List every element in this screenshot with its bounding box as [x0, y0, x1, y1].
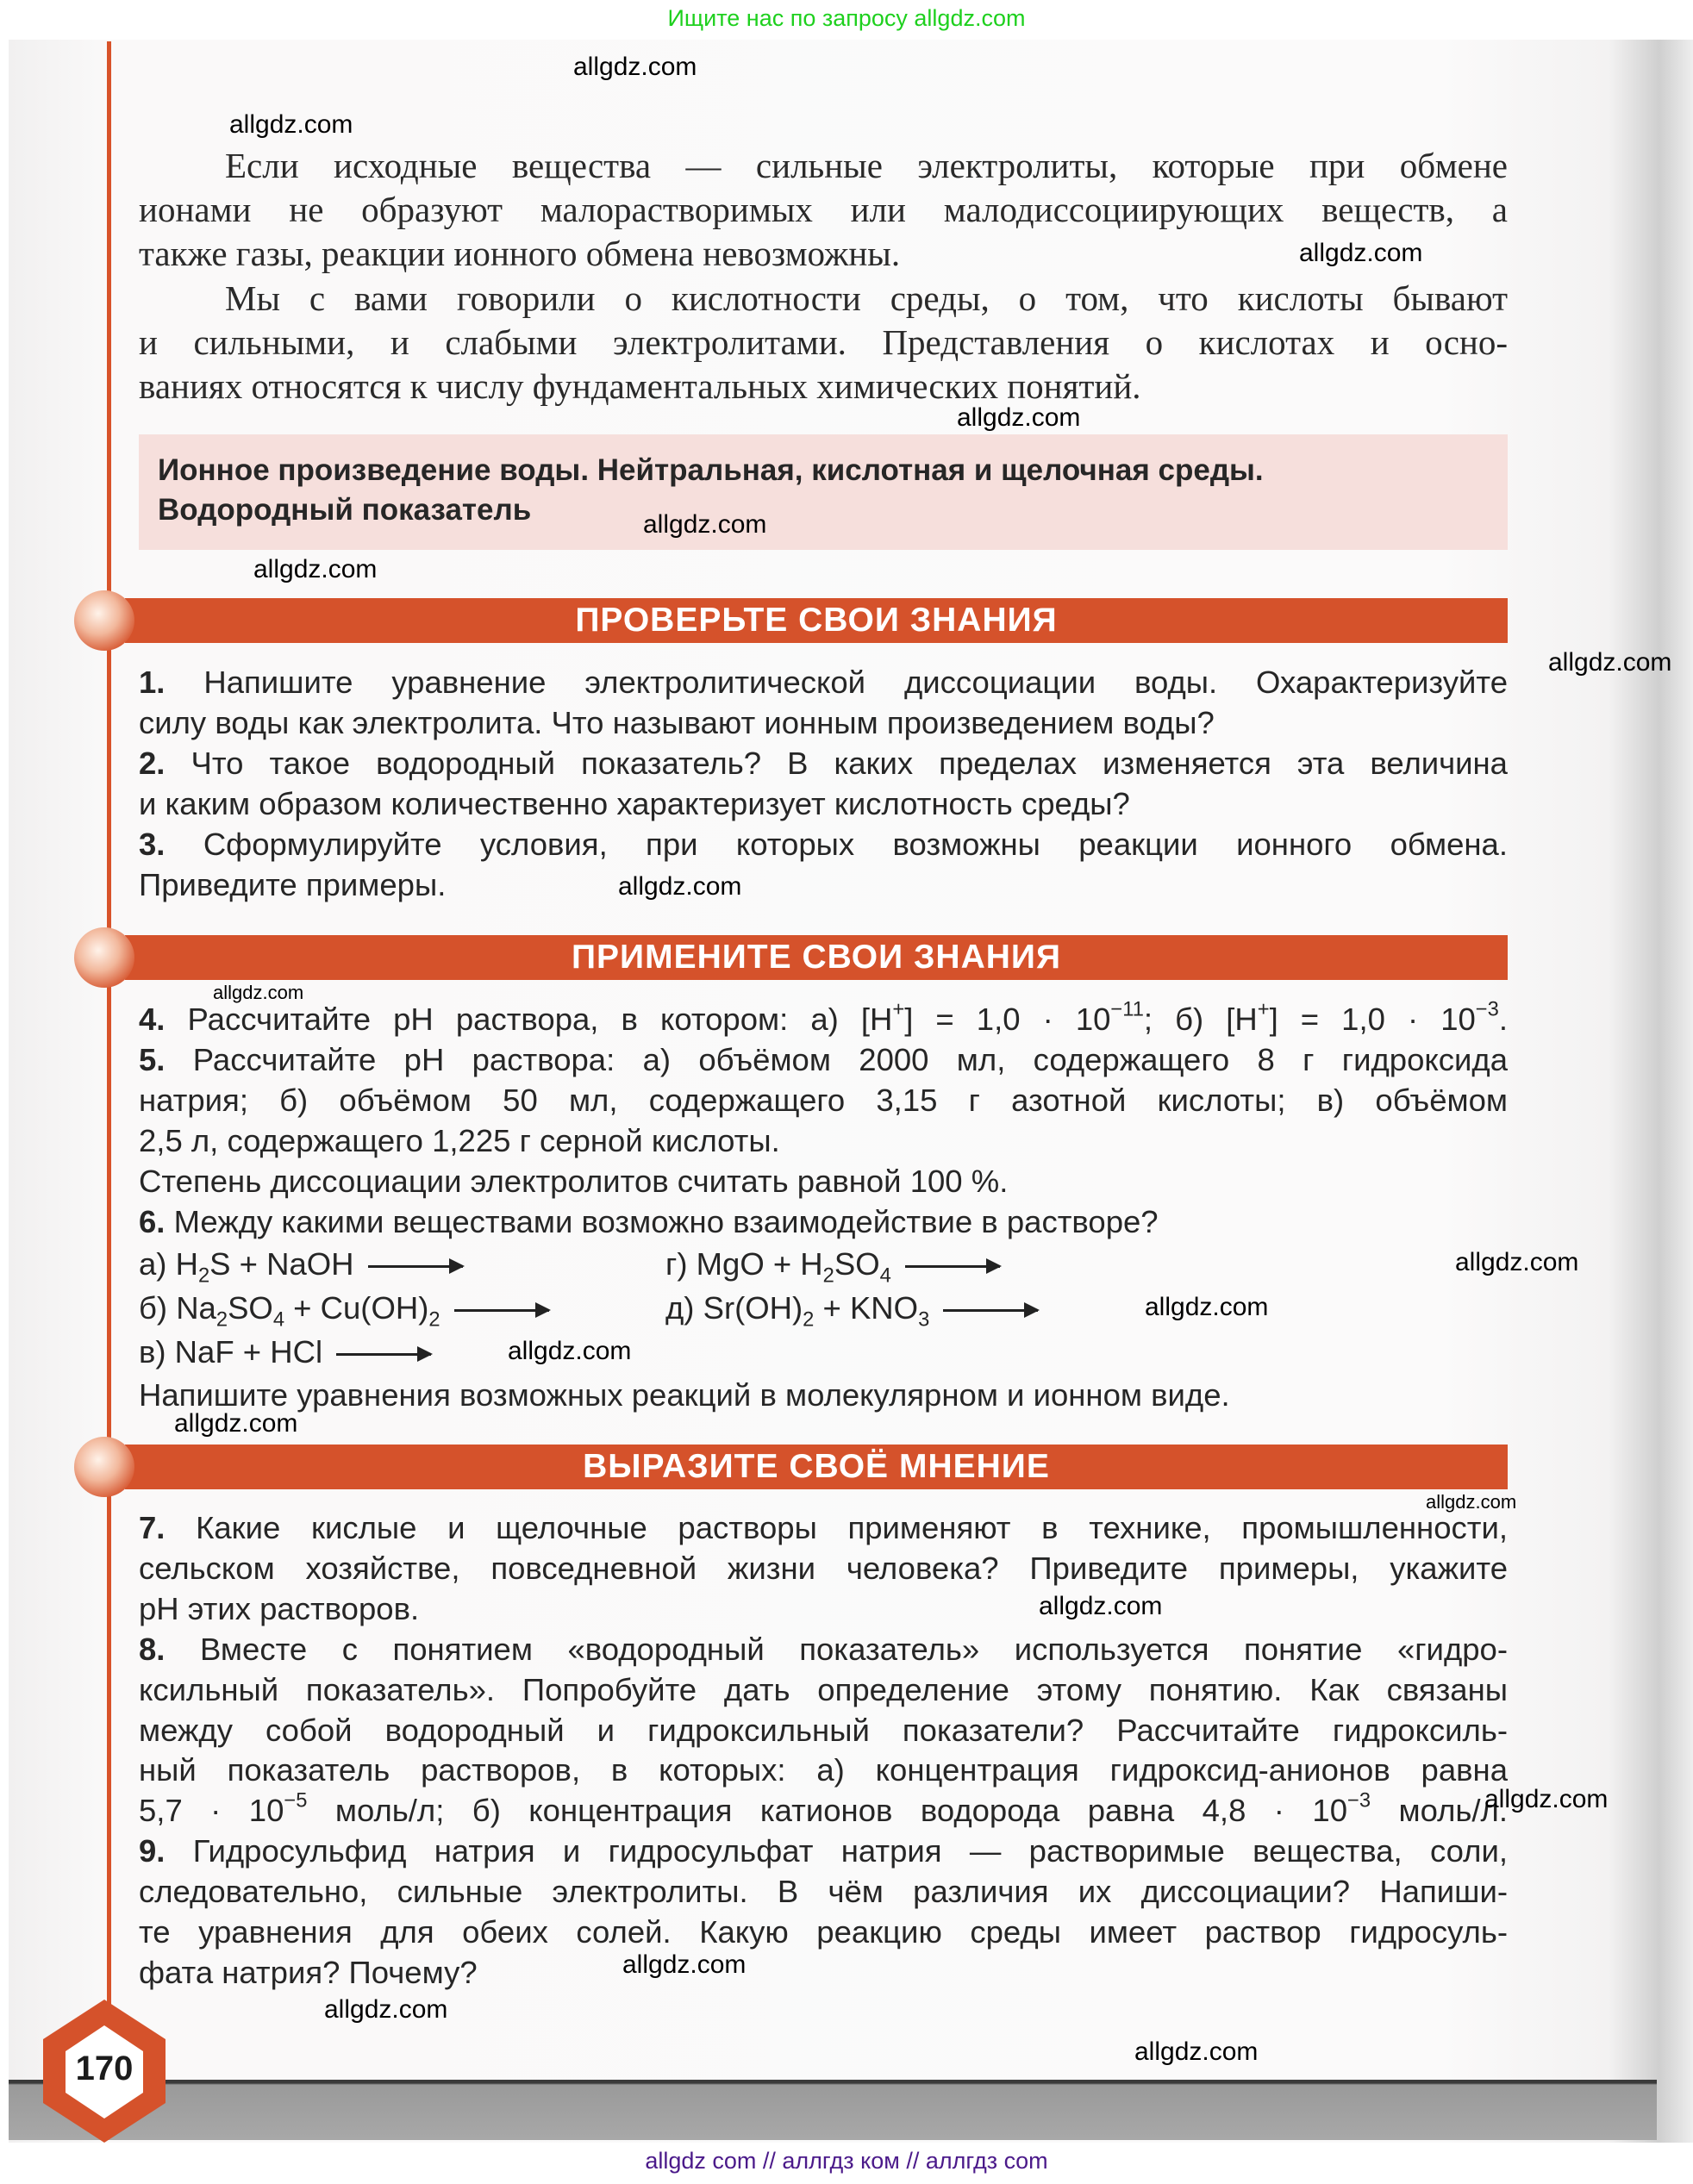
watermark: allgdz.com — [1484, 1785, 1609, 1813]
reaction-row — [139, 1330, 1508, 1374]
text-segment: б) Na — [139, 1290, 216, 1326]
text-line: pH этих растворов. — [139, 1590, 420, 1626]
footer-links[interactable]: allgdz com // аллгдз ком // аллгдз com — [645, 2148, 1048, 2174]
apply-questions — [139, 999, 1508, 1416]
arrow-right-icon — [454, 1309, 549, 1312]
text-segment: SO — [834, 1246, 880, 1282]
text-line: натрия; б) объёмом 50 мл, содержащего 3,15 г азотной кислоты; в) объёмом — [139, 1083, 1508, 1118]
watermark: allgdz.com — [1145, 1293, 1269, 1321]
watermark: allgdz.com — [622, 1950, 747, 1979]
watermark: allgdz.com — [573, 53, 697, 81]
page-bottom-band — [9, 2080, 1657, 2140]
watermark: allgdz.com — [1134, 2037, 1259, 2066]
top-banner[interactable]: Ищите нас по запросу allgdz.com — [0, 0, 1693, 40]
text-line: и каким образом количественно характеризует кислотность среды? — [139, 786, 1130, 821]
superscript: −5 — [284, 1789, 308, 1813]
text-line: фата натрия? Почему? — [139, 1954, 478, 1990]
text-segment: г) MgO + H — [665, 1246, 823, 1282]
text-segment: S + NaOH — [209, 1246, 354, 1282]
text-segment: + KNO — [814, 1290, 919, 1326]
watermark: allgdz.com — [1548, 648, 1672, 677]
text-line: и сильными, и слабыми электролитами. Представления о кислотах и осно- — [139, 322, 1508, 362]
summary-line: Ионное произведение воды. Нейтральная, кислотная и щелочная среды. — [158, 453, 1264, 487]
section-header-opinion: ВЫРАЗИТЕ СВОЁ МНЕНИЕ — [125, 1445, 1508, 1489]
subscript: 2 — [428, 1308, 440, 1332]
text-segment: в) NaF + HCl — [139, 1334, 323, 1370]
subscript: 2 — [197, 1264, 210, 1288]
question-text: Вместе с понятием «водородный показатель» используется понятие «гидро- — [199, 1631, 1508, 1667]
watermark: allgdz.com — [957, 403, 1081, 432]
superscript: −3 — [1347, 1789, 1371, 1813]
superscript: −11 — [1110, 998, 1144, 1021]
question-5 — [139, 1039, 1508, 1080]
reaction-equation — [665, 1286, 1038, 1330]
text-segment: SO — [228, 1290, 273, 1326]
watermark: allgdz.com — [1455, 1248, 1579, 1276]
question-4 — [139, 999, 1508, 1039]
question-text: Между какими веществами возможно взаимодействие в растворе? — [173, 1204, 1159, 1239]
superscript: + — [892, 998, 905, 1021]
check-questions — [139, 662, 1508, 905]
text-line: Приведите примеры. — [139, 867, 447, 902]
watermark: allgdz.com — [324, 1995, 448, 2024]
text-segment: 5,7 · 10 — [139, 1793, 284, 1829]
watermark: allgdz.com — [1299, 239, 1423, 267]
question-text: Гидросульфид натрия и гидросульфат натрия — растворимые вещества, соли, — [192, 1833, 1508, 1869]
summary-line: Водородный показатель — [158, 493, 532, 527]
arrow-right-icon — [905, 1265, 1000, 1268]
section-header-apply: ПРИМЕНИТЕ СВОИ ЗНАНИЯ — [125, 935, 1508, 980]
question-3 — [139, 824, 1508, 864]
question-number: 8. — [139, 1631, 166, 1667]
reactions — [139, 1242, 1508, 1374]
question-number: 1. — [139, 665, 166, 700]
question-number: 3. — [139, 827, 166, 862]
question-number: 5. — [139, 1042, 166, 1077]
subscript: 3 — [918, 1308, 930, 1332]
text-segment: Рассчитайте pH раствора, в котором: а) [H — [187, 1002, 893, 1037]
margin-rule — [107, 41, 111, 2015]
arrow-right-icon — [368, 1265, 463, 1268]
text-line: Если исходные вещества — сильные электролиты, которые при обмене — [225, 146, 1508, 185]
text-line — [139, 1791, 1508, 1831]
question-2 — [139, 743, 1508, 783]
text-segment: ] = 1,0 · 10 — [1269, 1002, 1476, 1037]
reaction-equation — [665, 1242, 1000, 1286]
arrow-right-icon — [943, 1309, 1038, 1312]
question-text: Сформулируйте условия, при которых возможны реакции ионного обмена. — [203, 827, 1508, 862]
watermark: allgdz.com — [618, 872, 742, 901]
text-line: Степень диссоциации электролитов считать равной 100 %. — [139, 1164, 1009, 1199]
reaction-row — [139, 1242, 1508, 1286]
question-number: 7. — [139, 1510, 166, 1545]
question-number: 6. — [139, 1204, 166, 1239]
text-segment: д) Sr(OH) — [665, 1290, 803, 1326]
text-segment: . — [1498, 1002, 1508, 1037]
question-number: 2. — [139, 746, 166, 781]
text-segment: моль/л. — [1371, 1793, 1508, 1829]
question-text: Рассчитайте pH раствора: а) объёмом 2000 мл, содержащего 8 г гидроксида — [192, 1042, 1508, 1077]
text-line: ксильный показатель». Попробуйте дать определение этому понятию. Как связаны — [139, 1671, 1508, 1707]
text-line: сельском хозяйстве, повседневной жизни человека? Приведите примеры, укажите — [139, 1550, 1508, 1586]
bullet-ball-icon — [74, 1437, 134, 1497]
subscript: 4 — [879, 1264, 891, 1288]
text-line: ный показатель растворов, в которых: а) концентрация гидроксид-анионов равна — [139, 1752, 1508, 1788]
watermark: allgdz.com — [643, 510, 767, 539]
subscript: 2 — [216, 1308, 228, 1332]
watermark: allgdz.com — [174, 1409, 298, 1438]
text-line: следовательно, сильные электролиты. В чём различия их диссоциации? Напиши- — [139, 1874, 1508, 1910]
text-line: ваниях относятся к числу фундаментальных химических понятий. — [139, 366, 1141, 406]
superscript: −3 — [1475, 998, 1499, 1021]
reaction-row — [139, 1286, 1508, 1330]
text-segment: моль/л; б) концентрация катионов водорода равна 4,8 · 10 — [307, 1793, 1348, 1829]
superscript: + — [1257, 998, 1270, 1021]
text-segment: + Cu(OH) — [284, 1290, 429, 1326]
watermark: allgdz.com — [229, 110, 353, 139]
subscript: 2 — [822, 1264, 834, 1288]
question-text — [187, 998, 1508, 1037]
question-9 — [139, 1831, 1508, 1872]
question-number: 4. — [139, 1002, 166, 1037]
text-line: Мы с вами говорили о кислотности среды, о том, что кислоты бывают — [225, 278, 1508, 318]
reaction-equation — [139, 1242, 665, 1286]
summary-box — [139, 434, 1508, 550]
watermark: allgdz.com — [508, 1337, 632, 1365]
question-6 — [139, 1201, 1508, 1242]
text-segment: ] = 1,0 · 10 — [904, 1002, 1111, 1037]
text-line: также газы, реакции ионного обмена невозможны. — [139, 234, 901, 273]
bullet-ball-icon — [74, 927, 134, 988]
question-text: Что такое водородный показатель? В каких пределах изменяется эта величина — [191, 746, 1508, 781]
question-1 — [139, 662, 1508, 702]
watermark: allgdz.com — [1039, 1592, 1163, 1620]
subscript: 2 — [803, 1308, 815, 1332]
subscript: 4 — [272, 1308, 285, 1332]
watermark: allgdz.com — [213, 982, 304, 1003]
section-header-check: ПРОВЕРЬТЕ СВОИ ЗНАНИЯ — [125, 598, 1508, 643]
arrow-right-icon — [336, 1353, 431, 1356]
text-line: Напишите уравнения возможных реакций в молекулярном и ионном виде. — [139, 1377, 1230, 1413]
opinion-questions — [139, 1508, 1508, 1994]
text-line: между собой водородный и гидроксильный показатели? Рассчитайте гидроксиль- — [139, 1712, 1508, 1748]
text-segment: ; б) [H — [1143, 1002, 1258, 1037]
text-segment: а) H — [139, 1246, 198, 1282]
question-text: Какие кислые и щелочные растворы применяют в технике, промышленности, — [196, 1510, 1508, 1545]
watermark: allgdz.com — [253, 555, 378, 583]
text-line: ионами не образуют малорастворимых или малодиссоциирующих веществ, а — [139, 190, 1508, 229]
text-line: те уравнения для обеих солей. Какую реакцию среды имеет раствор гидросуль- — [139, 1914, 1508, 1950]
text-line: силу воды как электролита. Что называют ионным произведением воды? — [139, 705, 1215, 740]
question-8 — [139, 1630, 1508, 1670]
question-7 — [139, 1508, 1508, 1549]
intro-paragraph-2 — [139, 277, 1508, 409]
bullet-ball-icon — [74, 590, 134, 651]
page-number: 170 — [75, 2050, 134, 2087]
question-number: 9. — [139, 1833, 166, 1869]
question-text: Напишите уравнение электролитической диссоциации воды. Охарактеризуйте — [203, 665, 1508, 700]
watermark: allgdz.com — [1426, 1491, 1517, 1513]
text-line: 2,5 л, содержащего 1,225 г серной кислоты. — [139, 1123, 780, 1158]
reaction-equation — [139, 1286, 665, 1330]
